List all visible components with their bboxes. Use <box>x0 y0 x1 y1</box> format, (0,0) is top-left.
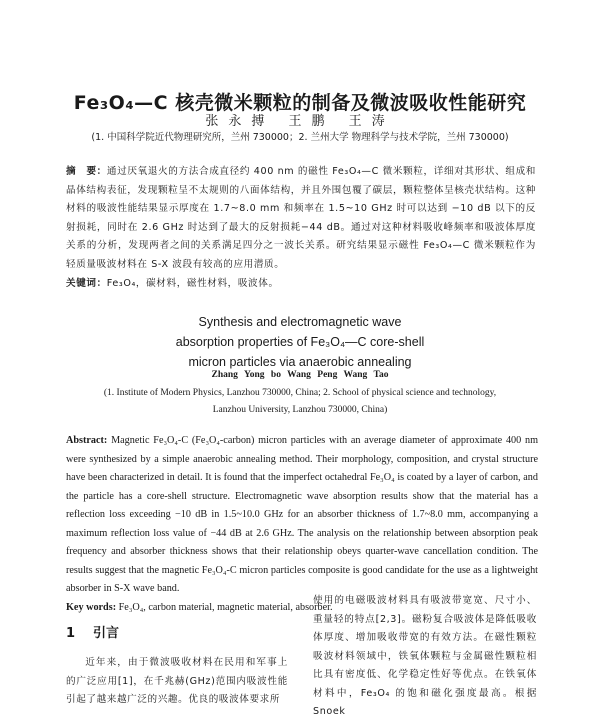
chinese-abstract-text: 通过厌氧退火的方法合成直径约 400 nm 的磁性 Fe₃O₄—C 微米颗粒，详细对其形状、组成和晶体结构表征，发现颗粒呈不太规则的八面体结构，并且外围包覆了碳层，颗粒整体呈核壳状结构。这种材料的吸波性能结果显示厚度在 1.7~8.0 mm 和频率在 1.5~10 GHz 时可以达到 −10 dB 以下的反射损耗，同时在 2.6 GHz 时达到了最大的反射损耗−44 dB。通过对这种材料吸收峰频率和吸波体厚度关系的分析，发现两者之间的关系满足四分之一波长关系。研究结果显示磁性 Fe₃O₄—C 微米颗粒作为轻质量吸波材料在 S-X 波段有较高的应用潜质。 <box>66 166 536 270</box>
section-number: 1 <box>66 626 76 641</box>
english-affiliation-line: (1. Institute of Modern Physics, Lanzhou 730000, China; 2. School of physical science and technology, <box>103 388 497 398</box>
english-abstract-label: Abstract: <box>66 435 108 446</box>
english-authors: Zhang Yong bo Wang Peng Wang Tao <box>211 370 389 380</box>
chinese-abstract <box>66 163 536 293</box>
english-affiliation <box>0 385 600 418</box>
chinese-title: Fe₃O₄—C 核壳微米颗粒的制备及微波吸收性能研究 <box>73 92 527 114</box>
english-keywords-label: Key words: <box>66 601 117 613</box>
english-abstract-text: Magnetic Fe₃O₄-C (Fe₃O₄-carbon) micron particles with an average diameter of approximate 400 nm were synthesized by a simple anaerobic annealing method. Their morphology, composition, and crystal structure have been characterized in detail. It is found that the imperfect octahedral Fe₃O₄ is coated by a layer of carbon, and the particle has a core-shell structure. Electromagnetic wave absorption results show that the material has a reflection loss exceeding −10 dB in 1.5~10.0 GHz for an absorber thickness of 1.7~8.0 mm, accompanying a maximum reflection loss value of −44 dB at 2.6 GHz. The analysis on the relationship between absorption peak frequency and absorber thickness shows that their relationship obeys quarter-wave cancellation condition. The results suggest that the magnetic Fe₃O₄-C micron particles composite is good candidate for the use as a lightweight absorber in S-X wave band. <box>66 435 538 594</box>
section-heading <box>66 622 137 641</box>
english-abstract <box>66 432 538 617</box>
chinese-keywords: Fe₃O₄，碳材料，磁性材料，吸波体。 <box>106 277 279 289</box>
english-keywords: Fe₃O₄, carbon material, magnetic material, absorber. <box>118 601 333 613</box>
body-right-column: 使用的电磁吸波材料具有吸波带宽宽、尺寸小、重量轻的特点[2,3]。磁粉复合吸波体是降低吸收体厚度、增加吸收带宽的有效方法。在磁性颗粒吸波材料领域中，铁氧体颗粒与金属磁性颗粒相比具有密度低、化学稳定性好等优点。在铁氧体材料中，Fe₃O₄ 的饱和磁化强度最高。根据 Snoek <box>313 595 537 717</box>
chinese-keywords-label: 关键词： <box>66 277 107 289</box>
body-left-column: 近年来，由于微波吸收材料在民用和军事上的广泛应用[1]，在千兆赫(GHz)范围内吸波性能引起了越来越广泛的兴趣。优良的吸波体要求所 <box>66 657 288 705</box>
english-title <box>0 312 600 372</box>
english-affiliation-line: Lanzhou University, Lanzhou 730000, China) <box>212 404 388 415</box>
chinese-affiliation: (1. 中国科学院近代物理研究所，兰州 730000；2. 兰州大学 物理科学与技术学院，兰州 730000) <box>91 132 509 143</box>
english-title-line: micron particles via anaerobic annealing <box>188 355 412 369</box>
chinese-abstract-label: 摘 要： <box>66 166 107 177</box>
english-title-line: absorption properties of Fe₃O₄—C core-shell <box>175 335 425 349</box>
english-title-line: Synthesis and electromagnetic wave <box>198 315 402 329</box>
section-title: 引言 <box>93 626 120 641</box>
chinese-authors: 张永搏 王鹏 王涛 <box>205 114 395 129</box>
